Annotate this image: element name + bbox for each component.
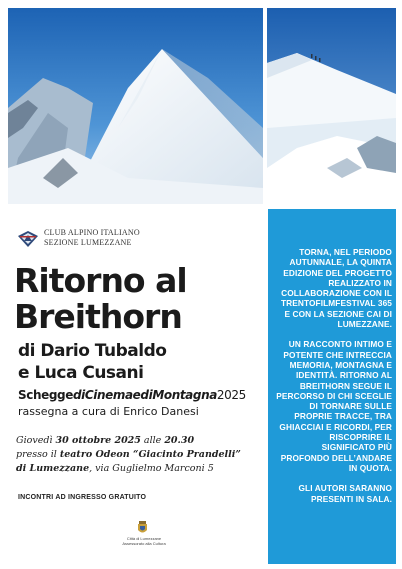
municipality-line-2: Assessorato alla Cultura [122, 541, 166, 546]
club-line-2: SEZIONE LUMEZZANE [44, 238, 132, 247]
title-line-1: Ritorno al [14, 261, 187, 300]
curated-by: rassegna a cura di Enrico Danesi [18, 405, 199, 418]
municipality-line-1: Città di Lumezzane [126, 536, 162, 541]
event-address-line [16, 462, 241, 476]
cai-logo-icon [16, 229, 40, 249]
description-paragraph-3: GLI AUTORI SARANNO PRESENTI IN SALA. [298, 483, 392, 504]
event-date-pre: Giovedì [16, 435, 56, 446]
festival-part-3: 2025 [216, 388, 246, 402]
club-line-1: CLUB ALPINO ITALIANO [44, 228, 140, 237]
festival-name [18, 388, 246, 402]
authors-line-1: di Dario Tubaldo [18, 341, 167, 361]
event-venue-pre: presso il [16, 449, 60, 460]
page-title [14, 263, 187, 335]
festival-part-2: diCinemaediMontagna [72, 388, 217, 402]
club-name [44, 228, 140, 248]
event-address: , via Guglielmo Marconi 5 [89, 463, 214, 474]
event-date: 30 ottobre 2025 [55, 435, 141, 446]
free-entry-note: INCONTRI AD INGRESSO GRATUITO [18, 494, 147, 501]
description-text [274, 247, 392, 514]
snowfield-climbers-photo [267, 8, 396, 204]
authors [18, 340, 166, 384]
title-line-2: Breithorn [14, 297, 182, 336]
event-city: di Lumezzane [16, 463, 90, 474]
description-paragraph-2: UN RACCONTO INTIMO E POTENTE CHE INTRECCIA MEMORIA, MONTAGNA E IDENTITÀ. RITORNO AL BREITHORN SEGUE IL PERCORSO DI CHI SCEGLIE DI TORNARE SULLE PROPRIE TRACCE, TRA GHIACCIAI E RICORDI, PER RISCOPRIRE IL SIGNIFICATO PIÙ PROFONDO DELL’ANDARE IN QUOTA. [276, 339, 392, 473]
event-date-mid: alle [140, 435, 165, 446]
authors-line-2: e Luca Cusani [18, 363, 144, 383]
municipality-label [118, 536, 170, 546]
event-venue: teatro Odeon “Giacinto Prandelli” [59, 449, 241, 460]
event-date-line [16, 434, 241, 448]
event-time: 20.30 [164, 435, 195, 446]
lumezzane-crest-icon [137, 521, 148, 535]
mountain-summit-photo [8, 8, 263, 204]
description-paragraph-1: TORNA, NEL PERIODO AUTUNNALE, LA QUINTA EDIZIONE DEL PROGETTO REALIZZATO IN COLLABORAZIONE CON IL TRENTOFILMFESTIVAL 365 E CON LA SEZIONE CAI DI LUMEZZANE. [281, 247, 392, 330]
event-details [16, 434, 241, 476]
event-venue-line [16, 448, 241, 462]
festival-part-1: Schegge [18, 388, 73, 402]
